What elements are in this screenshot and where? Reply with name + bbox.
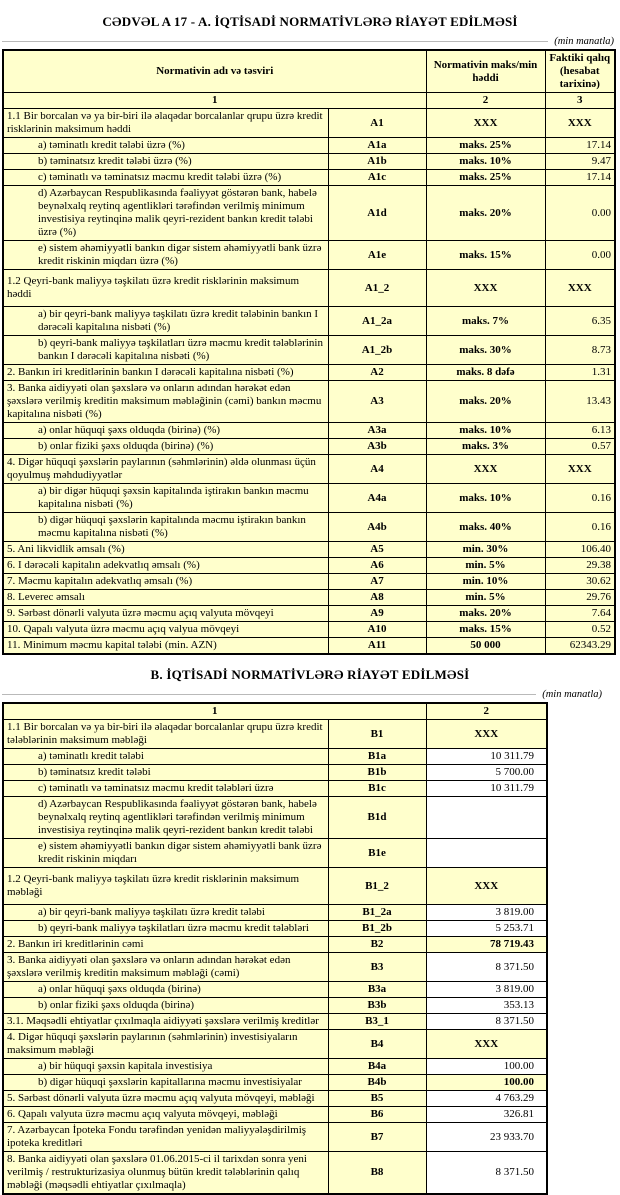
normative-code: A1e (328, 241, 426, 270)
normative-code: B6 (328, 1107, 426, 1123)
normative-name: 7. Azərbaycan İpoteka Fondu tərəfindən yenidən maliyyələşdirilmiş ipoteka kreditləri (3, 1123, 328, 1152)
table-row (3, 781, 547, 797)
normative-name: 6. I dərəcəli kapitalın adekvatlıq əmsalı (%) (3, 558, 328, 574)
normative-code: B4a (328, 1059, 426, 1075)
column-header-name: Normativin adı və təsviri (3, 50, 426, 93)
actual-value: 78 719.43 (426, 937, 547, 953)
table-a-colnumber-row (3, 93, 615, 109)
normative-code: B2 (328, 937, 426, 953)
table-row (3, 1075, 547, 1091)
limit-value: maks. 15% (426, 241, 545, 270)
column-header-limit: Normativin maks/min həddi (426, 50, 545, 93)
column-number-1: 1 (3, 93, 426, 109)
actual-value: 1.31 (545, 365, 615, 381)
table-a-header-row (3, 50, 615, 93)
actual-value: XXX (426, 720, 547, 749)
actual-value: 0.00 (545, 186, 615, 241)
limit-value: XXX (426, 270, 545, 307)
column-number-2: 2 (426, 703, 547, 720)
actual-value: 8 371.50 (426, 1014, 547, 1030)
actual-value: 100.00 (426, 1075, 547, 1091)
actual-value: 5 253.71 (426, 921, 547, 937)
normative-name: 5. Sərbəst dönərli valyuta üzrə məcmu açıq valyuta mövqeyi, məbləği (3, 1091, 328, 1107)
table-row (3, 1107, 547, 1123)
table-row (3, 1014, 547, 1030)
table-row (3, 749, 547, 765)
actual-value: 7.64 (545, 606, 615, 622)
normative-name: 8. Banka aidiyyəti olan şəxslərə 01.06.2015-ci il tarixdən sonra yeni verilmiş / restrukturizasiya olunmuş bütün kredit tələblərinin qalıq məbləği (məqsədli ehtiyatlar çıxılmaqla) (3, 1152, 328, 1195)
actual-value: XXX (426, 1030, 547, 1059)
limit-value: maks. 3% (426, 439, 545, 455)
column-number-2: 2 (426, 93, 545, 109)
normative-code: A1c (328, 170, 426, 186)
table-row (3, 270, 615, 307)
actual-value: 0.00 (545, 241, 615, 270)
actual-value: 100.00 (426, 1059, 547, 1075)
actual-value: 8.73 (545, 336, 615, 365)
normative-name: a) bir qeyri-bank maliyyə təşkilatı üzrə kredit tələbinin bankın I dərəcəli kapitalına nisbəti (%) (3, 307, 328, 336)
normative-name: 3. Banka aidiyyəti olan şəxslərə və onların adından hərəkət edən şəxslərə verilmiş kreditin maksimum məbləği (cəmi) (3, 953, 328, 982)
actual-value: 62343.29 (545, 638, 615, 655)
normative-code: A1_2b (328, 336, 426, 365)
table-row (3, 241, 615, 270)
actual-value: 10 311.79 (426, 781, 547, 797)
table-row (3, 574, 615, 590)
actual-value (426, 797, 547, 839)
normative-name: 2. Bankın iri kreditlərinin cəmi (3, 937, 328, 953)
normative-code: B1 (328, 720, 426, 749)
actual-value: 6.35 (545, 307, 615, 336)
normative-name: b) təminatsız kredit tələbi (3, 765, 328, 781)
limit-value: 50 000 (426, 638, 545, 655)
table-row (3, 170, 615, 186)
normative-name: c) təminatlı və təminatsız məcmu kredit tələbləri üzrə (3, 781, 328, 797)
limit-value: XXX (426, 455, 545, 484)
divider-line (2, 694, 536, 695)
normative-name: b) onlar fiziki şəxs olduqda (birinə) (3, 998, 328, 1014)
normative-name: b) qeyri-bank maliyyə təşkilatları üzrə məcmu kredit tələblərinin bankın I dərəcəli kapitalına nisbəti (%) (3, 336, 328, 365)
normative-code: A3a (328, 423, 426, 439)
table-row (3, 336, 615, 365)
actual-value: 8 371.50 (426, 1152, 547, 1195)
unit-note-row-b (2, 689, 602, 700)
normative-code: B3a (328, 982, 426, 998)
normative-name: 7. Məcmu kapitalın adekvatlıq əmsalı (%) (3, 574, 328, 590)
table-row (3, 423, 615, 439)
limit-value: maks. 10% (426, 423, 545, 439)
table-row (3, 982, 547, 998)
actual-value: XXX (545, 109, 615, 138)
limit-value: min. 10% (426, 574, 545, 590)
actual-value: 3 819.00 (426, 905, 547, 921)
limit-value: maks. 20% (426, 606, 545, 622)
table-row (3, 1152, 547, 1195)
actual-value (426, 839, 547, 868)
actual-value: 17.14 (545, 170, 615, 186)
normative-code: A8 (328, 590, 426, 606)
table-row (3, 606, 615, 622)
normative-name: b) digər hüquqi şəxslərin kapitallarına məcmu investisiyalar (3, 1075, 328, 1091)
normative-code: A1 (328, 109, 426, 138)
normative-code: B1a (328, 749, 426, 765)
normative-code: A6 (328, 558, 426, 574)
normative-code: A4 (328, 455, 426, 484)
normative-code: B1e (328, 839, 426, 868)
actual-value: 8 371.50 (426, 953, 547, 982)
table-row (3, 307, 615, 336)
actual-value: 0.16 (545, 513, 615, 542)
normative-name: 1.1 Bir borcalan və ya bir-biri ilə əlaqədar borcalanlar qrupu üzrə kredit risklərinin maksimum həddi (3, 109, 328, 138)
actual-value: XXX (426, 868, 547, 905)
normative-name: b) onlar fiziki şəxs olduqda (birinə) (%) (3, 439, 328, 455)
actual-value: 4 763.29 (426, 1091, 547, 1107)
table-row (3, 953, 547, 982)
table-row (3, 439, 615, 455)
actual-value: 0.16 (545, 484, 615, 513)
table-row (3, 138, 615, 154)
normative-name: 10. Qapalı valyuta üzrə məcmu açıq valyua mövqeyi (3, 622, 328, 638)
normative-code: B1c (328, 781, 426, 797)
table-row (3, 186, 615, 241)
normative-code: A4a (328, 484, 426, 513)
normative-code: A9 (328, 606, 426, 622)
actual-value: 9.47 (545, 154, 615, 170)
normative-code: A5 (328, 542, 426, 558)
normative-code: A4b (328, 513, 426, 542)
table-a (2, 49, 616, 655)
normative-name: a) bir qeyri-bank maliyyə təşkilatı üzrə kredit tələbi (3, 905, 328, 921)
table-row (3, 1123, 547, 1152)
limit-value: maks. 40% (426, 513, 545, 542)
normative-code: B3b (328, 998, 426, 1014)
actual-value: 13.43 (545, 381, 615, 423)
table-row (3, 1030, 547, 1059)
table-row (3, 921, 547, 937)
normative-name: 1.1 Bir borcalan və ya bir-biri ilə əlaqədar borcalanlar qrupu üzrə kredit tələblərinin maksimum məbləği (3, 720, 328, 749)
normative-name: a) təminatlı kredit tələbi (3, 749, 328, 765)
table-b-title: B. İQTİSADİ NORMATİVLƏRƏ RİAYƏT EDİLMƏSİ (150, 667, 470, 682)
normative-name: b) qeyri-bank maliyyə təşkilatları üzrə məcmu kredit tələbləri (3, 921, 328, 937)
actual-value: 326.81 (426, 1107, 547, 1123)
normative-code: B3_1 (328, 1014, 426, 1030)
limit-value: maks. 10% (426, 154, 545, 170)
actual-value: 29.76 (545, 590, 615, 606)
normative-code: A10 (328, 622, 426, 638)
limit-value: maks. 20% (426, 381, 545, 423)
actual-value: XXX (545, 270, 615, 307)
table-row (3, 154, 615, 170)
table-row (3, 720, 547, 749)
actual-value: 6.13 (545, 423, 615, 439)
normative-code: A11 (328, 638, 426, 655)
table-row (3, 1091, 547, 1107)
normative-name: 6. Qapalı valyuta üzrə məcmu açıq valyuta mövqeyi, məbləği (3, 1107, 328, 1123)
divider-line (2, 41, 548, 42)
normative-name: 3. Banka aidiyyəti olan şəxslərə və onların adından hərəkət edən şəxslərə verilmiş kreditin maksimum məbləğinin (cəmi) bankın məcmu kapitalına nisbəti (%) (3, 381, 328, 423)
normative-code: B1b (328, 765, 426, 781)
normative-code: A1_2 (328, 270, 426, 307)
table-b-colnumber-row (3, 703, 547, 720)
normative-code: B1_2b (328, 921, 426, 937)
unit-note: (min manatla) (554, 36, 614, 47)
column-number-1: 1 (3, 703, 426, 720)
table-row (3, 622, 615, 638)
normative-code: A1_2a (328, 307, 426, 336)
normative-code: B8 (328, 1152, 426, 1195)
table-row (3, 590, 615, 606)
normative-code: B1_2 (328, 868, 426, 905)
limit-value: maks. 25% (426, 138, 545, 154)
table-row (3, 455, 615, 484)
limit-value: maks. 8 dəfə (426, 365, 545, 381)
table-row (3, 905, 547, 921)
actual-value: 3 819.00 (426, 982, 547, 998)
limit-value: maks. 10% (426, 484, 545, 513)
table-row (3, 558, 615, 574)
actual-value: 23 933.70 (426, 1123, 547, 1152)
normative-name: a) onlar hüquqi şəxs olduqda (birinə) (%) (3, 423, 328, 439)
actual-value: 29.38 (545, 558, 615, 574)
normative-name: 1.2 Qeyri-bank maliyyə təşkilatı üzrə kredit risklərinin maksimum həddi (3, 270, 328, 307)
limit-value: maks. 15% (426, 622, 545, 638)
normative-name: d) Azərbaycan Respublikasında fəaliyyət göstərən bank, habelə beynəlxalq reytinq agentlikləri tərəfindən verilmiş minimum investisiya reytinqinə malik qeyri-rezident bankın kredit tələbi üzrə (%) (3, 186, 328, 241)
normative-code: A1d (328, 186, 426, 241)
actual-value: 10 311.79 (426, 749, 547, 765)
normative-name: a) bir hüquqi şəxsin kapitala investisiya (3, 1059, 328, 1075)
normative-code: A3 (328, 381, 426, 423)
normative-name: a) təminatlı kredit tələbi üzrə (%) (3, 138, 328, 154)
actual-value: 0.57 (545, 439, 615, 455)
limit-value: maks. 20% (426, 186, 545, 241)
actual-value: XXX (545, 455, 615, 484)
normative-code: A1b (328, 154, 426, 170)
table-b (2, 702, 548, 1195)
actual-value: 106.40 (545, 542, 615, 558)
normative-name: 5. Ani likvidlik əmsalı (%) (3, 542, 328, 558)
table-row (3, 937, 547, 953)
normative-name: a) bir digər hüquqi şəxsin kapitalında iştirakın bankın məcmu kapitalına nisbəti (%) (3, 484, 328, 513)
limit-value: min. 5% (426, 558, 545, 574)
table-row (3, 1059, 547, 1075)
table-row (3, 365, 615, 381)
normative-name: e) sistem əhəmiyyətli bankın digər sistem əhəmiyyətli bank üzrə kredit riskinin miqdarı üzrə (%) (3, 241, 328, 270)
normative-code: A3b (328, 439, 426, 455)
normative-name: d) Azərbaycan Respublikasında fəaliyyət göstərən bank, habelə beynəlxalq reytinq agentlikləri tərəfindən verilmiş minimum investisiya reytinqinə malik qeyri-rezident bankın kredit tələbi (3, 797, 328, 839)
normative-code: A2 (328, 365, 426, 381)
limit-value: min. 30% (426, 542, 545, 558)
normative-name: 11. Minimum məcmu kapital tələbi (min. AZN) (3, 638, 328, 655)
normative-name: 8. Leverec əmsalı (3, 590, 328, 606)
normative-code: B4b (328, 1075, 426, 1091)
normative-name: 4. Digər hüquqi şəxslərin paylarının (səhmlərinin) investisiyaların maksimum məbləği (3, 1030, 328, 1059)
table-row (3, 638, 615, 655)
unit-note-row-a (2, 36, 614, 47)
limit-value: maks. 25% (426, 170, 545, 186)
normative-name: 4. Digər hüquqi şəxslərin paylarının (səhmlərinin) əldə olunması üçün qoyulmuş məhdudiyyətlər (3, 455, 328, 484)
table-row (3, 765, 547, 781)
actual-value: 0.52 (545, 622, 615, 638)
table-row (3, 998, 547, 1014)
normative-code: B1_2a (328, 905, 426, 921)
table-row (3, 797, 547, 839)
normative-name: b) digər hüquqi şəxslərin kapitalında məcmu iştirakın bankın məcmu kapitalına nisbəti (%) (3, 513, 328, 542)
limit-value: maks. 7% (426, 307, 545, 336)
normative-code: A7 (328, 574, 426, 590)
table-row (3, 109, 615, 138)
normative-code: B7 (328, 1123, 426, 1152)
table-row (3, 839, 547, 868)
normative-name: 3.1. Məqsədli ehtiyatlar çıxılmaqla aidiyyəti şəxslərə verilmiş kreditlər (3, 1014, 328, 1030)
table-row (3, 484, 615, 513)
normative-name: 9. Sərbəst dönərli valyuta üzrə məcmu açıq valyuta mövqeyi (3, 606, 328, 622)
normative-code: B5 (328, 1091, 426, 1107)
table-row (3, 381, 615, 423)
actual-value: 30.62 (545, 574, 615, 590)
limit-value: maks. 30% (426, 336, 545, 365)
normative-name: e) sistem əhəmiyyətli bankın digər sistem əhəmiyyətli bank üzrə kredit riskinin miqdarı (3, 839, 328, 868)
column-number-3: 3 (545, 93, 615, 109)
actual-value: 353.13 (426, 998, 547, 1014)
limit-value: XXX (426, 109, 545, 138)
normative-name: b) təminatsız kredit tələbi üzrə (%) (3, 154, 328, 170)
actual-value: 5 700.00 (426, 765, 547, 781)
normative-code: B1d (328, 797, 426, 839)
column-header-actual: Faktiki qalıq (hesabat tarixinə) (545, 50, 615, 93)
normative-name: c) təminatlı və təminatsız məcmu kredit tələbi üzrə (%) (3, 170, 328, 186)
normative-name: 1.2 Qeyri-bank maliyyə təşkilatı üzrə kredit risklərinin maksimum məbləği (3, 868, 328, 905)
table-a-title: CƏDVƏL A 17 - A. İQTİSADİ NORMATİVLƏRƏ RİAYƏT EDİLMƏSİ (102, 14, 518, 29)
limit-value: min. 5% (426, 590, 545, 606)
normative-code: B4 (328, 1030, 426, 1059)
normative-name: a) onlar hüquqi şəxs olduqda (birinə) (3, 982, 328, 998)
actual-value: 17.14 (545, 138, 615, 154)
table-row (3, 513, 615, 542)
table-row (3, 542, 615, 558)
normative-name: 2. Bankın iri kreditlərinin bankın I dərəcəli kapitalına nisbəti (%) (3, 365, 328, 381)
unit-note: (min manatla) (542, 689, 602, 700)
normative-code: A1a (328, 138, 426, 154)
table-row (3, 868, 547, 905)
normative-code: B3 (328, 953, 426, 982)
